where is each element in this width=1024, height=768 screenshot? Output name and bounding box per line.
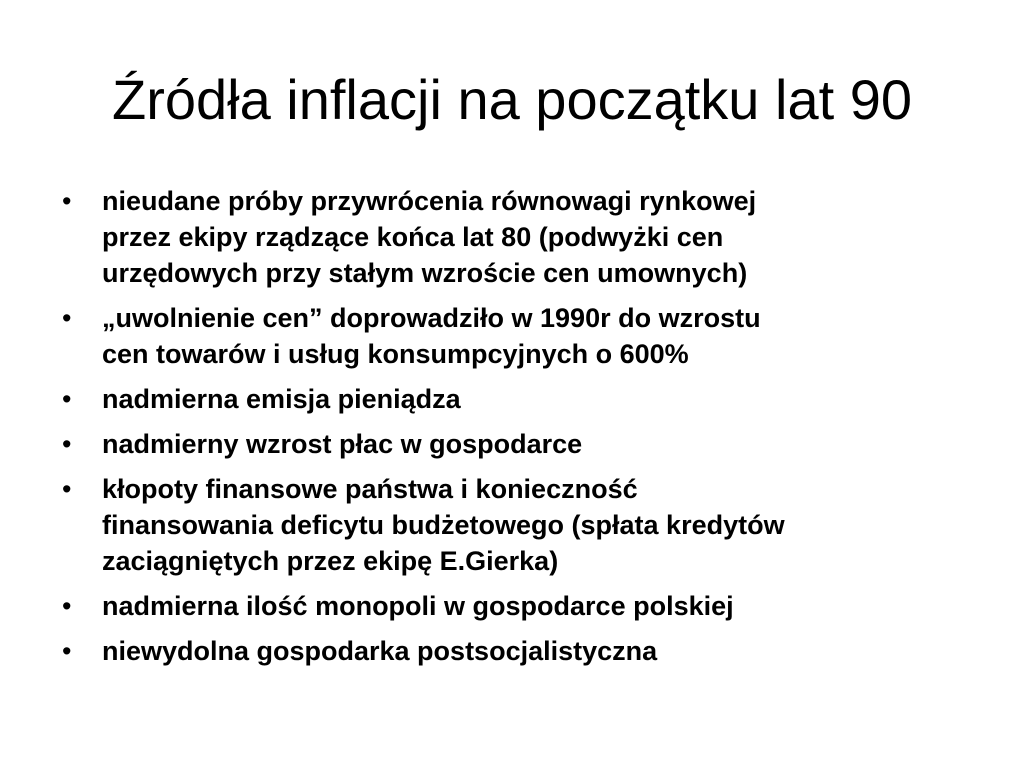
bullet-marker: • — [62, 636, 72, 666]
bullet-text-line: nadmierny wzrost płac w gospodarce — [102, 429, 583, 459]
bullet-marker: • — [62, 591, 72, 621]
bullet-marker: • — [62, 384, 72, 414]
bullet-text-line: nadmierna emisja pieniądza — [102, 384, 461, 414]
bullet-text-line: zaciągniętych przez ekipę E.Gierka) — [102, 546, 559, 576]
bullet-list — [60, 183, 980, 678]
bullet-item — [60, 633, 980, 669]
bullet-marker: • — [62, 474, 72, 504]
bullet-text-line: urzędowych przy stałym wzroście cen umownych) — [102, 258, 748, 288]
bullet-text-line: „uwolnienie cen” doprowadziło w 1990r do wzrostu — [102, 303, 761, 333]
bullet-marker: • — [62, 429, 72, 459]
bullet-text-line: kłopoty finansowe państwa i konieczność — [102, 474, 638, 504]
bullet-item — [60, 426, 980, 462]
bullet-text-line: nieudane próby przywrócenia równowagi rynkowej — [102, 186, 757, 216]
bullet-item — [60, 183, 980, 291]
slide-title: Źródła inflacji na początku lat 90 — [112, 68, 912, 131]
bullet-marker: • — [62, 303, 72, 333]
bullet-text-line: niewydolna gospodarka postsocjalistyczna — [102, 636, 658, 666]
bullet-text-line: przez ekipy rządzące końca lat 80 (podwyżki cen — [102, 222, 724, 252]
bullet-marker: • — [62, 186, 72, 216]
bullet-item — [60, 381, 980, 417]
bullet-item — [60, 471, 980, 579]
bullet-item — [60, 300, 980, 372]
bullet-text-line: nadmierna ilość monopoli w gospodarce polskiej — [102, 591, 734, 621]
bullet-text-line: finansowania deficytu budżetowego (spłata kredytów — [102, 510, 785, 540]
bullet-item — [60, 588, 980, 624]
bullet-text-line: cen towarów i usług konsumpcyjnych o 600% — [102, 339, 689, 369]
